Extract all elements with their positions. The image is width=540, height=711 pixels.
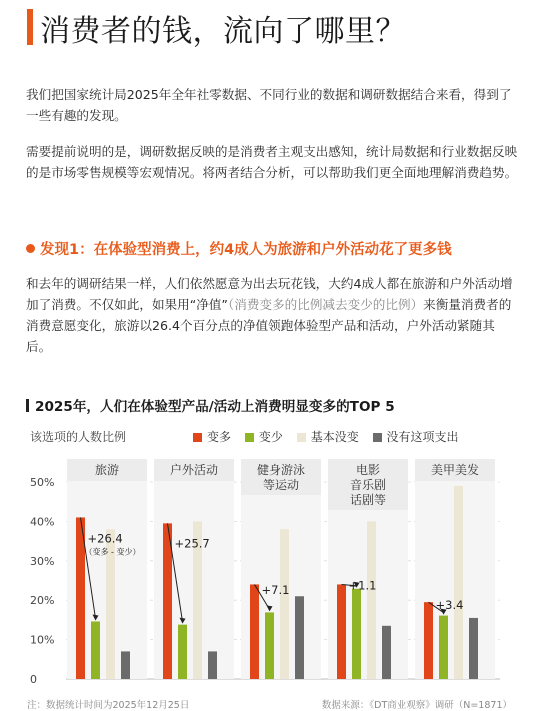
category-label: 音乐剧 bbox=[349, 478, 387, 492]
footnote-source: 数据来源：《DT商业观察》调研（N=1871） bbox=[321, 700, 512, 711]
legend-label-more: 变多 bbox=[207, 430, 232, 444]
bar-more bbox=[337, 584, 346, 679]
y-tick-label: 30% bbox=[30, 554, 55, 568]
bar-less bbox=[439, 616, 448, 679]
category-label: 户外活动 bbox=[169, 463, 219, 477]
finding-paragraph-text-b: 来衡量消费者的消费意愿变化，旅游以26.4个百分点的净值领跑体验型产品和活动，户外活动紧随其后。 bbox=[26, 297, 512, 354]
bar-same bbox=[280, 529, 289, 679]
category-label: 美甲美发 bbox=[430, 463, 480, 477]
net-value-label: +25.7 bbox=[174, 536, 210, 551]
category-label: 电影 bbox=[355, 463, 381, 477]
chart-heading-text: 2025年，人们在体验型产品/活动上消费明显变多的TOP 5 bbox=[35, 399, 395, 415]
finding-paragraph-text-a: 和去年的调研结果一样，人们依然愿意为出去玩花钱，大约4成人都在旅游和户外活动增加了消费。不仅如此，如果用“净值” bbox=[26, 276, 513, 312]
y-tick-label: 10% bbox=[30, 633, 55, 647]
finding-text: 发现1：在体验型消费上，约4成人为旅游和户外活动花了更多钱 bbox=[40, 242, 452, 258]
legend-label-same: 基本没变 bbox=[310, 430, 359, 444]
net-value-definition: （消费变多的比例减去变少的比例） bbox=[227, 297, 424, 312]
category-label: 话剧等 bbox=[349, 493, 387, 507]
bar-none bbox=[469, 618, 478, 679]
legend-label-less: 变少 bbox=[258, 430, 283, 444]
bar-less bbox=[352, 589, 361, 679]
category-label: 等运动 bbox=[262, 478, 300, 492]
category-label: 旅游 bbox=[94, 463, 120, 477]
bar-less bbox=[91, 621, 100, 679]
y-tick-label: 0 bbox=[30, 673, 37, 686]
bar-same bbox=[367, 521, 376, 679]
net-value-label: +1.1 bbox=[348, 578, 377, 593]
net-note-label: （变多 - 变少） bbox=[84, 547, 141, 557]
bar-less bbox=[178, 625, 187, 679]
bar-none bbox=[121, 651, 130, 679]
bar-none bbox=[208, 651, 217, 679]
y-tick-label: 40% bbox=[30, 515, 55, 529]
page-title: 消费者的钱，流向了哪里？ bbox=[40, 14, 406, 49]
net-value-label: +7.1 bbox=[261, 583, 290, 598]
y-tick-label: 50% bbox=[30, 476, 55, 489]
bar-none bbox=[382, 626, 391, 679]
category-label: 健身游泳 bbox=[256, 463, 306, 477]
bar-same bbox=[454, 486, 463, 679]
y-axis-title: 该选项的人数比例 bbox=[30, 430, 127, 444]
intro-paragraph-2: 需要提前说明的是，调研数据反映的是消费者主观支出感知，统计局数据和行业数据反映的是市场零售规模等宏观情况。将两者结合分析，可以帮助我们更全面地理解消费趋势。 bbox=[26, 144, 518, 180]
bar-more bbox=[250, 584, 259, 679]
legend-label-none: 没有这项支出 bbox=[386, 430, 459, 444]
footnote-date: 注：数据统计时间为2025年12月25日 bbox=[27, 700, 190, 711]
net-value-label: +3.4 bbox=[435, 597, 464, 612]
net-value-label: +26.4 bbox=[87, 531, 123, 546]
bar-none bbox=[295, 596, 304, 679]
bar-more bbox=[424, 602, 433, 679]
intro-paragraph-1: 我们把国家统计局2025年全年社零数据、不同行业的数据和调研数据结合来看，得到了一些有趣的发现。 bbox=[26, 87, 512, 123]
bar-less bbox=[265, 612, 274, 679]
y-tick-label: 20% bbox=[30, 594, 55, 608]
